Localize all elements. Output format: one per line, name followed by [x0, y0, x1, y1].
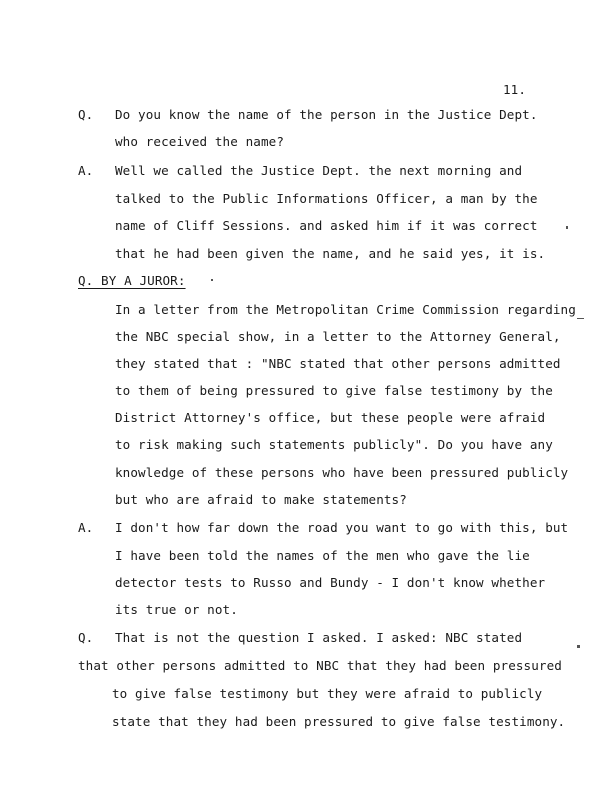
juror-question-line: the NBC special show, in a letter to the Attorney General,	[115, 329, 561, 344]
answer-marker: A.	[78, 520, 94, 535]
juror-question-line: to risk making such statements publicly". Do you have any	[115, 437, 553, 452]
answer-line: talked to the Public Informations Officer, a man by the	[115, 191, 538, 206]
juror-question-line: In a letter from the Metropolitan Crime Commission regarding	[115, 302, 576, 317]
question-marker: Q.	[78, 630, 94, 645]
question-marker: Q.	[78, 107, 94, 122]
answer-line: its true or not.	[115, 602, 238, 617]
answer-marker: A.	[78, 163, 94, 178]
juror-question-line: but who are afraid to make statements?	[115, 492, 407, 507]
question-line: state that they had been pressured to give false testimony.	[112, 714, 566, 729]
answer-line: detector tests to Russo and Bundy - I don't know whether	[115, 575, 546, 590]
answer-line: I don't how far down the road you want to go with this, but	[115, 520, 569, 535]
juror-heading: Q. BY A JUROR:	[78, 273, 186, 288]
juror-question-line: they stated that : "NBC stated that other persons admitted	[115, 356, 561, 371]
juror-question-line: District Attorney's office, but these people were afraid	[115, 410, 546, 425]
scan-mark	[211, 279, 213, 281]
juror-question-line: knowledge of these persons who have been pressured publicly	[115, 465, 569, 480]
scan-mark	[566, 226, 568, 229]
question-line: who received the name?	[115, 134, 285, 149]
scan-mark	[577, 645, 580, 648]
answer-line: that he had been given the name, and he said yes, it is.	[115, 246, 546, 261]
juror-question-line: to them of being pressured to give false testimony by the	[115, 383, 553, 398]
question-line: Do you know the name of the person in the Justice Dept.	[115, 107, 538, 122]
question-line: that other persons admitted to NBC that they had been pressured	[78, 658, 562, 673]
answer-line: name of Cliff Sessions. and asked him if it was correct	[115, 218, 538, 233]
answer-line: I have been told the names of the men who gave the lie	[115, 548, 530, 563]
question-line: to give false testimony but they were afraid to publicly	[112, 686, 543, 701]
scan-mark	[577, 318, 584, 319]
question-line: That is not the question I asked. I asked: NBC stated	[115, 630, 523, 645]
answer-line: Well we called the Justice Dept. the next morning and	[115, 163, 523, 178]
page-number: 11.	[503, 82, 527, 97]
